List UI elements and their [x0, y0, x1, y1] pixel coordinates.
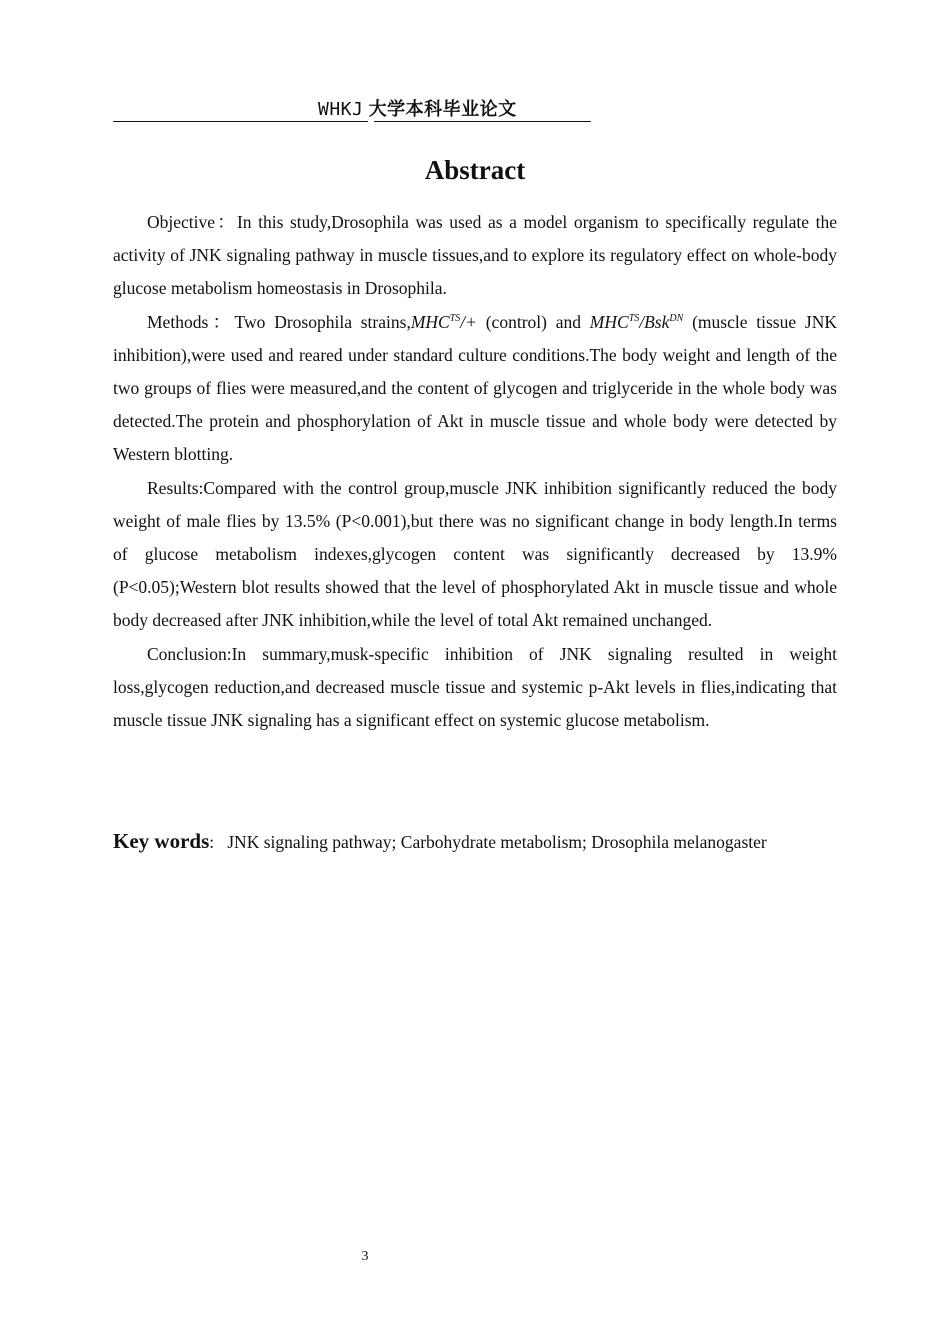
keywords: [113, 830, 837, 854]
keywords-text: JNK signaling pathway; Carbohydrate metabolism; Drosophila melanogaster: [227, 832, 767, 852]
methods-mid: (control) and: [476, 312, 590, 332]
header-title-cjk: 大学本科毕业论文: [368, 99, 517, 120]
header-title: [318, 95, 517, 121]
methods-rest: (muscle tissue JNK inhibition),were used and reared under standard culture conditions.The body weight and length of the two groups of flies were measured,and the content of glycogen and triglyceride in the whole body was detected.The protein and phosphorylation of Akt in muscle tissue and whole body were detected by Western blotting.: [113, 312, 837, 464]
strain-2: $MHC^{TS}/Bsk^{DN}$: [589, 312, 684, 332]
methods-lead: Methods：Two Drosophila strains,: [147, 312, 411, 332]
header-rule-right: [374, 121, 591, 122]
header-title-latin: WHKJ: [318, 99, 364, 120]
page-number: 3: [361, 1249, 369, 1264]
page-header: [113, 95, 591, 125]
objective-paragraph: Objective：In this study,Drosophila was used as a model organism to specifically regulate the activity of JNK signaling pathway in muscle tissues,and to explore its regulatory effect on whole-body glucose metabolism homeostasis in Drosophila.: [113, 212, 837, 298]
abstract-body: [113, 206, 837, 738]
results-paragraph: Results:Compared with the control group,muscle JNK inhibition significantly reduced the body weight of male flies by 13.5% (P<0.001),but there was no significant change in body length.In terms of glucose metabolism indexes,glycogen content was significantly decreased by 13.9% (P<0.05);Western blot results showed that the level of phosphorylated Akt in muscle tissue and whole body decreased after JNK inhibition,while the level of total Akt remained unchanged.: [113, 478, 837, 630]
abstract-title: Abstract: [424, 155, 526, 185]
keywords-label: Key words: [113, 829, 210, 853]
methods-paragraph: [113, 306, 837, 471]
keywords-separator: :: [209, 832, 215, 852]
strain-1: $MHC^{TS}/+$: [410, 312, 477, 332]
conclusion-paragraph: Conclusion:In summary,musk-specific inhibition of JNK signaling resulted in weight loss,glycogen reduction,and decreased muscle tissue and systemic p-Akt levels in flies,indicating that muscle tissue JNK signaling has a significant effect on systemic glucose metabolism.: [113, 644, 837, 730]
header-rule-left: [113, 121, 368, 122]
